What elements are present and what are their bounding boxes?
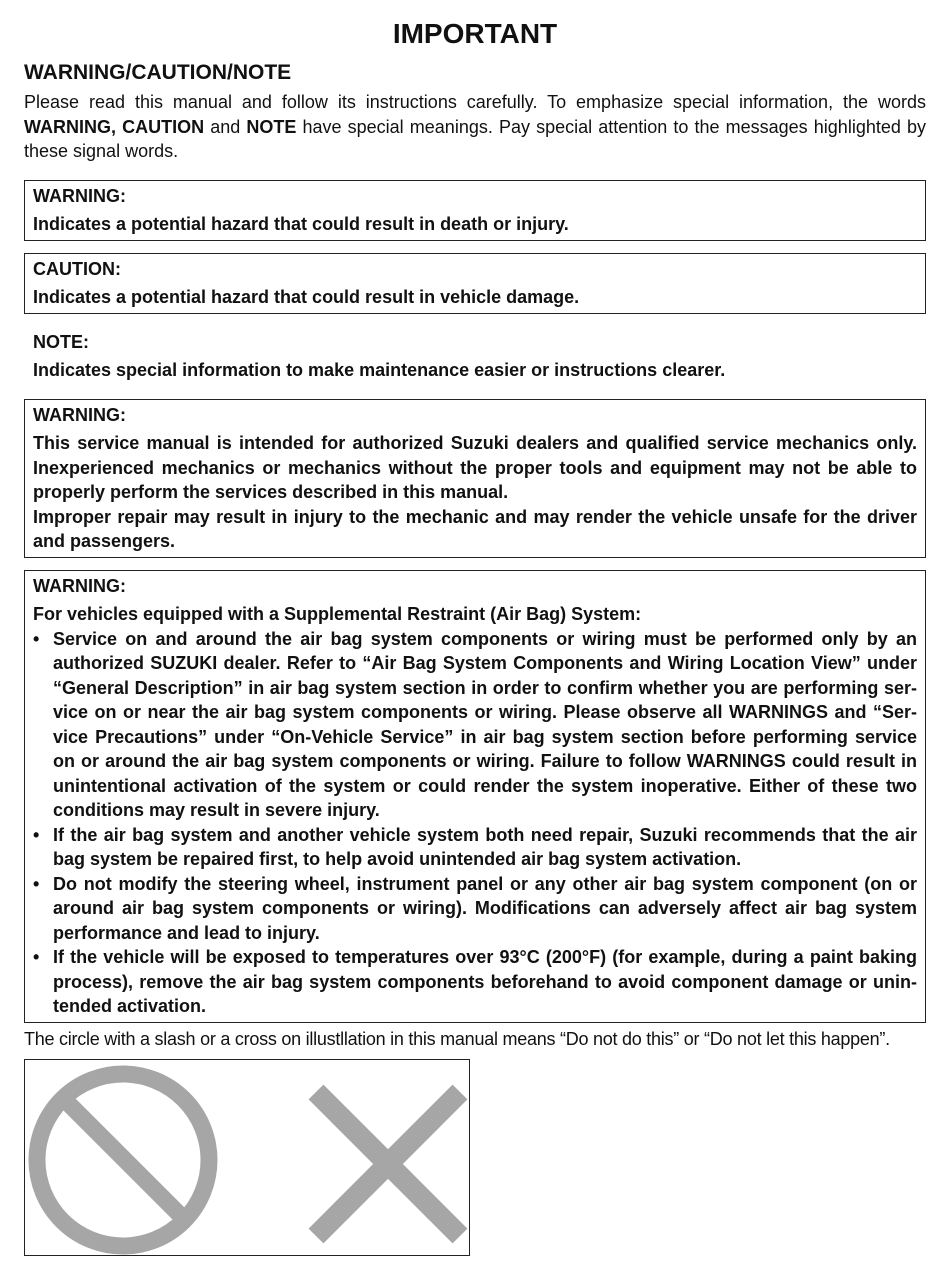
bullet-icon: • bbox=[33, 947, 40, 967]
list-item bbox=[33, 627, 917, 823]
list-item-text: If the vehicle will be exposed to temperatures over 93°C (200°F) (for example, during a paint baking process), remove the air bag system components beforehand to avoid component damage or unintended activation. bbox=[53, 947, 917, 1016]
airbag-warning-list bbox=[33, 627, 917, 1019]
prohibition-circle-slash-icon bbox=[37, 1074, 209, 1246]
warning-label: WARNING: bbox=[33, 185, 126, 206]
list-item bbox=[33, 823, 917, 872]
intro-text-1: Please read this manual and follow its instructions carefully. To emphasize special information, the words bbox=[24, 92, 926, 112]
page bbox=[24, 14, 926, 1256]
note-definition-box bbox=[24, 326, 926, 387]
section-heading: WARNING/CAUTION/NOTE bbox=[24, 61, 292, 84]
airbag-warning-intro: For vehicles equipped with a Supplemental Restraint (Air Bag) System: bbox=[33, 604, 642, 624]
illustration-svg bbox=[25, 1060, 471, 1257]
cross-x-icon bbox=[316, 1092, 460, 1236]
warning-definition-box bbox=[24, 180, 926, 241]
caution-label: CAUTION: bbox=[33, 258, 121, 279]
page-title: IMPORTANT bbox=[392, 18, 558, 49]
list-item-text: If the air bag system and another vehicle system both need repair, Suzuki recommends that the air bag system be repaired first, to help avoid unintended air bag system activation. bbox=[53, 824, 917, 869]
intro-text-2: and bbox=[204, 116, 247, 137]
caution-definition-box bbox=[24, 253, 926, 314]
intro-signal-words-1: WARNING, CAUTION bbox=[24, 116, 205, 137]
caution-definition-text: Indicates a potential hazard that could result in vehicle damage. bbox=[33, 287, 580, 307]
warning-label: WARNING: bbox=[33, 575, 126, 596]
bullet-icon: • bbox=[33, 824, 40, 845]
note-label: NOTE: bbox=[33, 331, 89, 352]
symbol-explanation: The circle with a slash or a cross on illustllation in this manual means “Do not do this” or “Do not let this happen”. bbox=[24, 1028, 890, 1049]
intro-text-3: have special meanings. Pay special attention to the messages highlighted by these signal words. bbox=[24, 116, 926, 161]
warning-definition-text: Indicates a potential hazard that could result in death or injury. bbox=[33, 214, 569, 234]
service-warning-paragraph-2: Improper repair may result in injury to the mechanic and may render the vehicle unsafe for the driver and passengers. bbox=[33, 506, 917, 551]
warning-label: WARNING: bbox=[33, 404, 126, 425]
list-item-text: Do not modify the steering wheel, instrument panel or any other air bag system component (on or around air bag system components or wiring). Modifications can adversely affect air bag system performance and lead to injury. bbox=[53, 873, 917, 943]
list-item bbox=[33, 872, 917, 946]
intro-paragraph bbox=[24, 90, 926, 164]
airbag-warning-box bbox=[24, 570, 926, 1023]
list-item bbox=[33, 945, 917, 1019]
note-definition-text: Indicates special information to make maintenance easier or instructions clearer. bbox=[33, 360, 726, 380]
intro-signal-word-2: NOTE bbox=[246, 116, 297, 137]
service-warning-paragraph-1: This service manual is intended for authorized Suzuki dealers and qualified service mechanics only. Inexperienced mechanics or mechanics without the proper tools and equipment may not be able to properly perform the services described in this manual. bbox=[33, 433, 917, 502]
do-not-illustration bbox=[24, 1059, 470, 1256]
bullet-icon: • bbox=[33, 873, 40, 894]
service-manual-warning-box bbox=[24, 399, 926, 558]
list-item-text: Service on and around the air bag system components or wiring must be performed only by an authorized SUZUKI dealer. Refer to “Air Bag System Components and Wiring Location View” under “General Description” in air bag system section in order to confirm whether you are performing service on or near the air bag system components or wiring. Please observe all WARNINGS and “Service Precautions” under “On-Vehicle Service” in air bag system section before performing service on or around the air bag system components or wiring. Failure to follow WARNINGS could result in unintentional activation of the system or could render the system inoperative. Either of these two conditions may result in severe injury. bbox=[53, 628, 917, 820]
bullet-icon: • bbox=[33, 628, 40, 649]
